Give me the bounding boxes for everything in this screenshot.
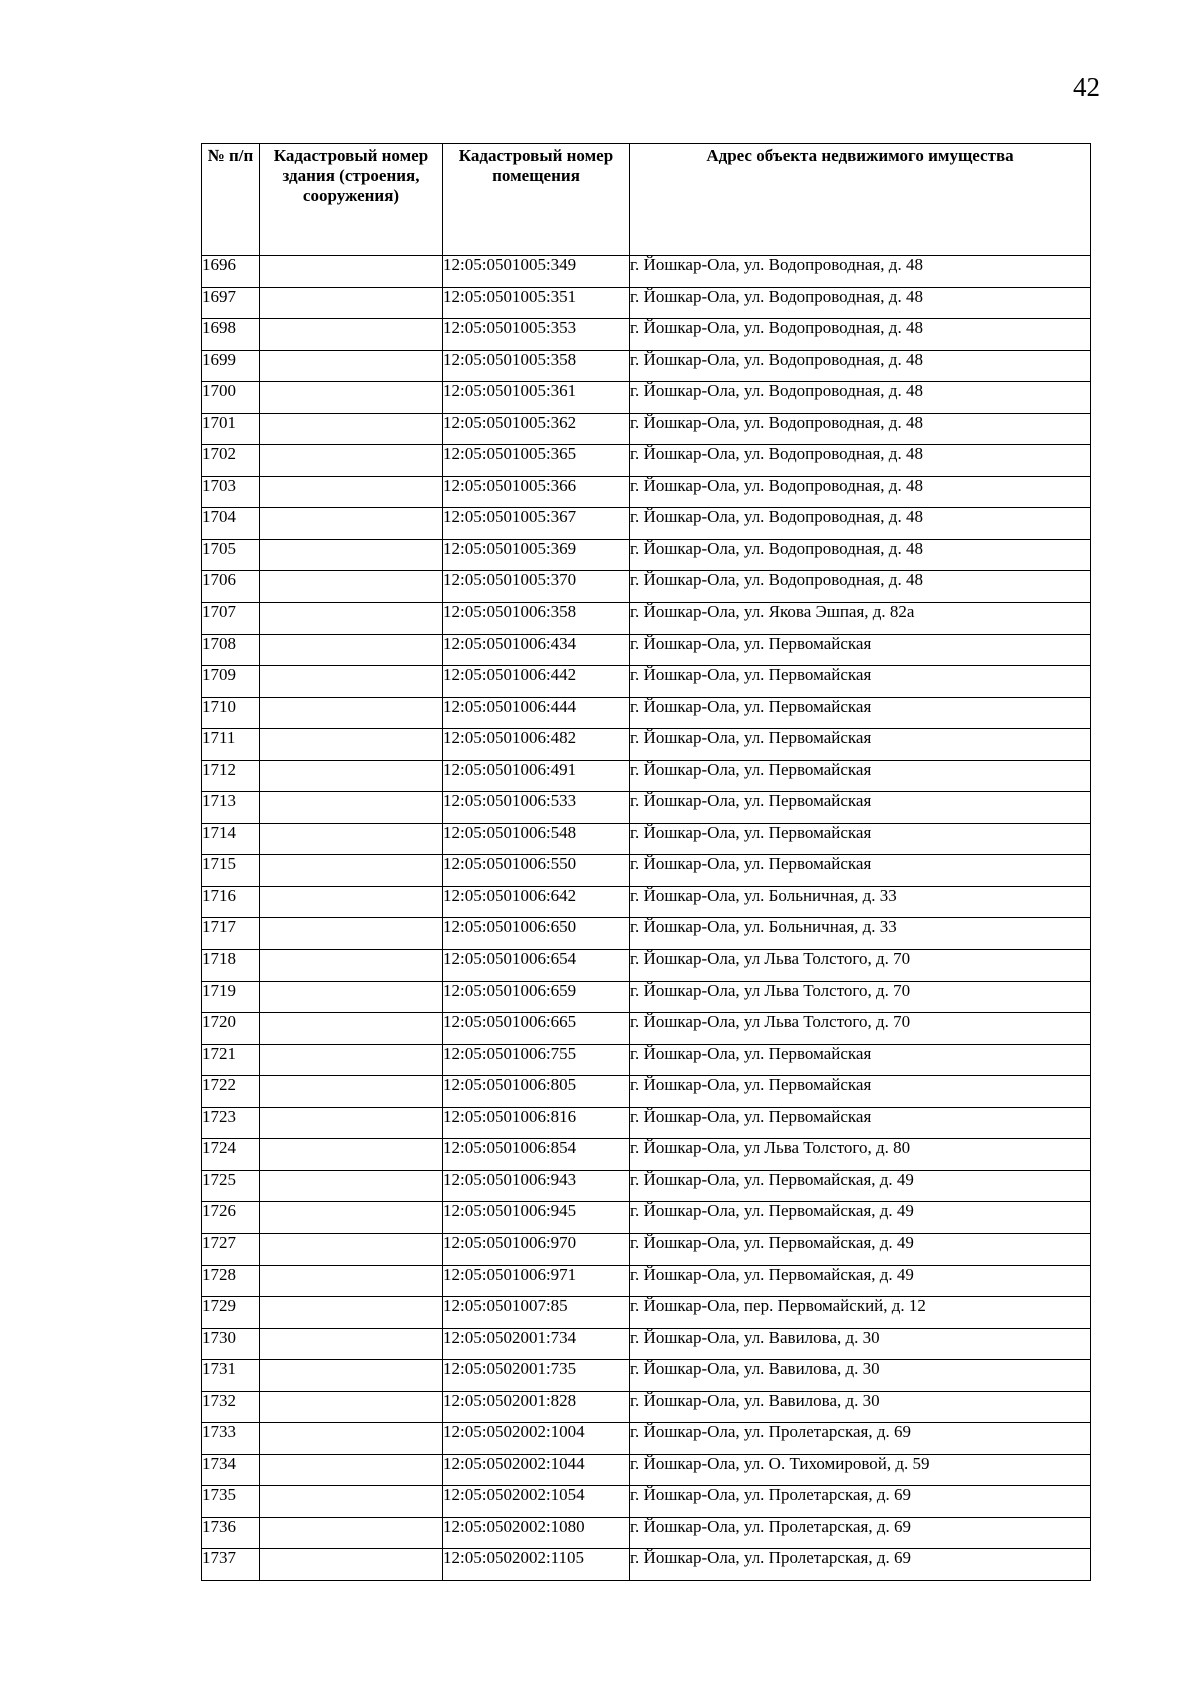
building-cadastral-cell [260, 950, 443, 982]
row-number-cell: 1724 [202, 1139, 260, 1171]
row-number-cell: 1718 [202, 950, 260, 982]
address-cell: г. Йошкар-Ола, ул. Больничная, д. 33 [630, 918, 1091, 950]
building-cadastral-cell [260, 508, 443, 540]
table-row [202, 413, 1091, 445]
room-cadastral-cell: 12:05:0501006:533 [443, 792, 630, 824]
row-number-cell: 1737 [202, 1549, 260, 1581]
room-cadastral-cell: 12:05:0501006:642 [443, 886, 630, 918]
room-cadastral-cell: 12:05:0501006:442 [443, 666, 630, 698]
table-row [202, 792, 1091, 824]
room-cadastral-cell: 12:05:0501005:366 [443, 476, 630, 508]
row-number-cell: 1727 [202, 1233, 260, 1265]
building-cadastral-cell [260, 697, 443, 729]
row-number-cell: 1721 [202, 1044, 260, 1076]
table-row [202, 729, 1091, 761]
table-row [202, 918, 1091, 950]
room-cadastral-cell: 12:05:0502002:1054 [443, 1486, 630, 1518]
table-row [202, 476, 1091, 508]
building-cadastral-cell [260, 1170, 443, 1202]
building-cadastral-cell [260, 571, 443, 603]
row-number-cell: 1708 [202, 634, 260, 666]
row-number-cell: 1732 [202, 1391, 260, 1423]
room-cadastral-cell: 12:05:0501005:351 [443, 287, 630, 319]
building-cadastral-cell [260, 1517, 443, 1549]
room-cadastral-cell: 12:05:0501006:970 [443, 1233, 630, 1265]
address-cell: г. Йошкар-Ола, ул. Водопроводная, д. 48 [630, 319, 1091, 351]
building-cadastral-cell [260, 886, 443, 918]
row-number-cell: 1707 [202, 603, 260, 635]
header-property-address: Адрес объекта недвижимого имущества [630, 144, 1091, 256]
row-number-cell: 1730 [202, 1328, 260, 1360]
table-row [202, 1013, 1091, 1045]
address-cell: г. Йошкар-Ола, ул. Первомайская [630, 729, 1091, 761]
table-row [202, 855, 1091, 887]
row-number-cell: 1698 [202, 319, 260, 351]
address-cell: г. Йошкар-Ола, ул. О. Тихомировой, д. 59 [630, 1454, 1091, 1486]
row-number-cell: 1696 [202, 256, 260, 288]
room-cadastral-cell: 12:05:0501006:491 [443, 760, 630, 792]
building-cadastral-cell [260, 256, 443, 288]
table-row [202, 350, 1091, 382]
address-cell: г. Йошкар-Ола, ул Льва Толстого, д. 70 [630, 981, 1091, 1013]
address-cell: г. Йошкар-Ола, ул. Первомайская [630, 634, 1091, 666]
table-row [202, 1202, 1091, 1234]
building-cadastral-cell [260, 1486, 443, 1518]
room-cadastral-cell: 12:05:0501006:665 [443, 1013, 630, 1045]
building-cadastral-cell [260, 1013, 443, 1045]
address-cell: г. Йошкар-Ола, ул. Водопроводная, д. 48 [630, 508, 1091, 540]
address-cell: г. Йошкар-Ола, ул. Водопроводная, д. 48 [630, 287, 1091, 319]
building-cadastral-cell [260, 476, 443, 508]
address-cell: г. Йошкар-Ола, ул. Пролетарская, д. 69 [630, 1423, 1091, 1455]
room-cadastral-cell: 12:05:0502002:1004 [443, 1423, 630, 1455]
building-cadastral-cell [260, 319, 443, 351]
page-number: 42 [1073, 72, 1100, 102]
row-number-cell: 1703 [202, 476, 260, 508]
table-row [202, 1297, 1091, 1329]
room-cadastral-cell: 12:05:0501006:550 [443, 855, 630, 887]
row-number-cell: 1735 [202, 1486, 260, 1518]
address-cell: г. Йошкар-Ола, ул. Первомайская, д. 49 [630, 1233, 1091, 1265]
room-cadastral-cell: 12:05:0501005:361 [443, 382, 630, 414]
address-cell: г. Йошкар-Ола, ул. Водопроводная, д. 48 [630, 413, 1091, 445]
building-cadastral-cell [260, 1454, 443, 1486]
building-cadastral-cell [260, 1360, 443, 1392]
address-cell: г. Йошкар-Ола, ул. Водопроводная, д. 48 [630, 539, 1091, 571]
room-cadastral-cell: 12:05:0501005:370 [443, 571, 630, 603]
room-cadastral-cell: 12:05:0501006:943 [443, 1170, 630, 1202]
row-number-cell: 1716 [202, 886, 260, 918]
room-cadastral-cell: 12:05:0501005:367 [443, 508, 630, 540]
table-row [202, 319, 1091, 351]
table-row [202, 1139, 1091, 1171]
building-cadastral-cell [260, 1107, 443, 1139]
address-cell: г. Йошкар-Ола, ул. Больничная, д. 33 [630, 886, 1091, 918]
address-cell: г. Йошкар-Ола, ул. Водопроводная, д. 48 [630, 256, 1091, 288]
address-cell: г. Йошкар-Ола, ул. Пролетарская, д. 69 [630, 1549, 1091, 1581]
row-number-cell: 1723 [202, 1107, 260, 1139]
room-cadastral-cell: 12:05:0501006:816 [443, 1107, 630, 1139]
row-number-cell: 1719 [202, 981, 260, 1013]
address-cell: г. Йошкар-Ола, ул Льва Толстого, д. 80 [630, 1139, 1091, 1171]
row-number-cell: 1725 [202, 1170, 260, 1202]
address-cell: г. Йошкар-Ола, ул. Первомайская [630, 823, 1091, 855]
row-number-cell: 1722 [202, 1076, 260, 1108]
room-cadastral-cell: 12:05:0501006:755 [443, 1044, 630, 1076]
row-number-cell: 1706 [202, 571, 260, 603]
table-row [202, 1454, 1091, 1486]
room-cadastral-cell: 12:05:0501006:659 [443, 981, 630, 1013]
building-cadastral-cell [260, 981, 443, 1013]
row-number-cell: 1731 [202, 1360, 260, 1392]
table-row [202, 1107, 1091, 1139]
building-cadastral-cell [260, 287, 443, 319]
building-cadastral-cell [260, 350, 443, 382]
row-number-cell: 1733 [202, 1423, 260, 1455]
row-number-cell: 1709 [202, 666, 260, 698]
address-cell: г. Йошкар-Ола, ул. Пролетарская, д. 69 [630, 1517, 1091, 1549]
table-row [202, 1044, 1091, 1076]
table-body [202, 256, 1091, 1581]
address-cell: г. Йошкар-Ола, ул. Водопроводная, д. 48 [630, 382, 1091, 414]
row-number-cell: 1697 [202, 287, 260, 319]
building-cadastral-cell [260, 539, 443, 571]
building-cadastral-cell [260, 1423, 443, 1455]
table-row [202, 1549, 1091, 1581]
table-row [202, 634, 1091, 666]
row-number-cell: 1729 [202, 1297, 260, 1329]
building-cadastral-cell [260, 1549, 443, 1581]
row-number-cell: 1702 [202, 445, 260, 477]
address-cell: г. Йошкар-Ола, ул. Вавилова, д. 30 [630, 1391, 1091, 1423]
table-row [202, 1233, 1091, 1265]
table-row [202, 445, 1091, 477]
address-cell: г. Йошкар-Ола, ул. Первомайская [630, 792, 1091, 824]
header-room-cadastral-number: Кадастровый номер помещения [443, 144, 630, 256]
building-cadastral-cell [260, 1297, 443, 1329]
room-cadastral-cell: 12:05:0501005:365 [443, 445, 630, 477]
table-row [202, 256, 1091, 288]
table-row [202, 1486, 1091, 1518]
building-cadastral-cell [260, 1044, 443, 1076]
table-row [202, 1265, 1091, 1297]
building-cadastral-cell [260, 760, 443, 792]
room-cadastral-cell: 12:05:0502001:734 [443, 1328, 630, 1360]
row-number-cell: 1699 [202, 350, 260, 382]
row-number-cell: 1705 [202, 539, 260, 571]
building-cadastral-cell [260, 413, 443, 445]
building-cadastral-cell [260, 1139, 443, 1171]
row-number-cell: 1704 [202, 508, 260, 540]
address-cell: г. Йошкар-Ола, ул Льва Толстого, д. 70 [630, 950, 1091, 982]
address-cell: г. Йошкар-Ола, ул Льва Толстого, д. 70 [630, 1013, 1091, 1045]
room-cadastral-cell: 12:05:0501006:654 [443, 950, 630, 982]
building-cadastral-cell [260, 666, 443, 698]
room-cadastral-cell: 12:05:0501006:548 [443, 823, 630, 855]
address-cell: г. Йошкар-Ола, ул. Водопроводная, д. 48 [630, 350, 1091, 382]
address-cell: г. Йошкар-Ола, ул. Первомайская [630, 1076, 1091, 1108]
table-row [202, 508, 1091, 540]
address-cell: г. Йошкар-Ола, ул. Первомайская [630, 855, 1091, 887]
table-row [202, 1170, 1091, 1202]
table-row [202, 1517, 1091, 1549]
building-cadastral-cell [260, 1076, 443, 1108]
room-cadastral-cell: 12:05:0502002:1080 [443, 1517, 630, 1549]
row-number-cell: 1701 [202, 413, 260, 445]
table-row [202, 666, 1091, 698]
property-registry-table [201, 143, 1091, 1581]
building-cadastral-cell [260, 382, 443, 414]
building-cadastral-cell [260, 792, 443, 824]
address-cell: г. Йошкар-Ола, ул. Вавилова, д. 30 [630, 1360, 1091, 1392]
row-number-cell: 1715 [202, 855, 260, 887]
room-cadastral-cell: 12:05:0501006:854 [443, 1139, 630, 1171]
table-row [202, 1328, 1091, 1360]
row-number-cell: 1726 [202, 1202, 260, 1234]
header-building-cadastral-number: Кадастровый номер здания (строения, сооружения) [260, 144, 443, 256]
table-header-row [202, 144, 1091, 256]
address-cell: г. Йошкар-Ола, ул. Водопроводная, д. 48 [630, 445, 1091, 477]
building-cadastral-cell [260, 603, 443, 635]
table-row [202, 886, 1091, 918]
table-row [202, 1360, 1091, 1392]
building-cadastral-cell [260, 1233, 443, 1265]
address-cell: г. Йошкар-Ола, ул. Первомайская, д. 49 [630, 1202, 1091, 1234]
address-cell: г. Йошкар-Ола, ул. Пролетарская, д. 69 [630, 1486, 1091, 1518]
row-number-cell: 1713 [202, 792, 260, 824]
row-number-cell: 1700 [202, 382, 260, 414]
room-cadastral-cell: 12:05:0501006:971 [443, 1265, 630, 1297]
address-cell: г. Йошкар-Ола, ул. Водопроводная, д. 48 [630, 476, 1091, 508]
table-row [202, 981, 1091, 1013]
room-cadastral-cell: 12:05:0501006:358 [443, 603, 630, 635]
room-cadastral-cell: 12:05:0501005:358 [443, 350, 630, 382]
table-row [202, 823, 1091, 855]
table-row [202, 571, 1091, 603]
room-cadastral-cell: 12:05:0501006:444 [443, 697, 630, 729]
building-cadastral-cell [260, 855, 443, 887]
header-row-number: № п/п [202, 144, 260, 256]
room-cadastral-cell: 12:05:0502001:735 [443, 1360, 630, 1392]
building-cadastral-cell [260, 1265, 443, 1297]
row-number-cell: 1712 [202, 760, 260, 792]
row-number-cell: 1717 [202, 918, 260, 950]
building-cadastral-cell [260, 634, 443, 666]
building-cadastral-cell [260, 729, 443, 761]
table-row [202, 287, 1091, 319]
table-row [202, 1423, 1091, 1455]
room-cadastral-cell: 12:05:0501005:362 [443, 413, 630, 445]
row-number-cell: 1711 [202, 729, 260, 761]
row-number-cell: 1728 [202, 1265, 260, 1297]
row-number-cell: 1714 [202, 823, 260, 855]
building-cadastral-cell [260, 823, 443, 855]
room-cadastral-cell: 12:05:0502002:1044 [443, 1454, 630, 1486]
room-cadastral-cell: 12:05:0501005:349 [443, 256, 630, 288]
room-cadastral-cell: 12:05:0502001:828 [443, 1391, 630, 1423]
address-cell: г. Йошкар-Ола, ул. Первомайская [630, 666, 1091, 698]
room-cadastral-cell: 12:05:0501006:805 [443, 1076, 630, 1108]
address-cell: г. Йошкар-Ола, ул. Вавилова, д. 30 [630, 1328, 1091, 1360]
row-number-cell: 1734 [202, 1454, 260, 1486]
building-cadastral-cell [260, 1391, 443, 1423]
room-cadastral-cell: 12:05:0501006:434 [443, 634, 630, 666]
row-number-cell: 1710 [202, 697, 260, 729]
address-cell: г. Йошкар-Ола, ул. Первомайская [630, 697, 1091, 729]
room-cadastral-cell: 12:05:0502002:1105 [443, 1549, 630, 1581]
table-row [202, 382, 1091, 414]
building-cadastral-cell [260, 445, 443, 477]
building-cadastral-cell [260, 1202, 443, 1234]
address-cell: г. Йошкар-Ола, ул. Первомайская, д. 49 [630, 1265, 1091, 1297]
room-cadastral-cell: 12:05:0501006:482 [443, 729, 630, 761]
room-cadastral-cell: 12:05:0501005:353 [443, 319, 630, 351]
room-cadastral-cell: 12:05:0501006:650 [443, 918, 630, 950]
address-cell: г. Йошкар-Ола, пер. Первомайский, д. 12 [630, 1297, 1091, 1329]
row-number-cell: 1720 [202, 1013, 260, 1045]
building-cadastral-cell [260, 918, 443, 950]
room-cadastral-cell: 12:05:0501007:85 [443, 1297, 630, 1329]
address-cell: г. Йошкар-Ола, ул. Якова Эшпая, д. 82а [630, 603, 1091, 635]
table-row [202, 603, 1091, 635]
table-row [202, 1391, 1091, 1423]
address-cell: г. Йошкар-Ола, ул. Первомайская [630, 760, 1091, 792]
address-cell: г. Йошкар-Ола, ул. Водопроводная, д. 48 [630, 571, 1091, 603]
table-row [202, 539, 1091, 571]
row-number-cell: 1736 [202, 1517, 260, 1549]
table-row [202, 697, 1091, 729]
table-row [202, 760, 1091, 792]
address-cell: г. Йошкар-Ола, ул. Первомайская, д. 49 [630, 1170, 1091, 1202]
building-cadastral-cell [260, 1328, 443, 1360]
room-cadastral-cell: 12:05:0501005:369 [443, 539, 630, 571]
address-cell: г. Йошкар-Ола, ул. Первомайская [630, 1044, 1091, 1076]
table-row [202, 950, 1091, 982]
table-row [202, 1076, 1091, 1108]
address-cell: г. Йошкар-Ола, ул. Первомайская [630, 1107, 1091, 1139]
room-cadastral-cell: 12:05:0501006:945 [443, 1202, 630, 1234]
